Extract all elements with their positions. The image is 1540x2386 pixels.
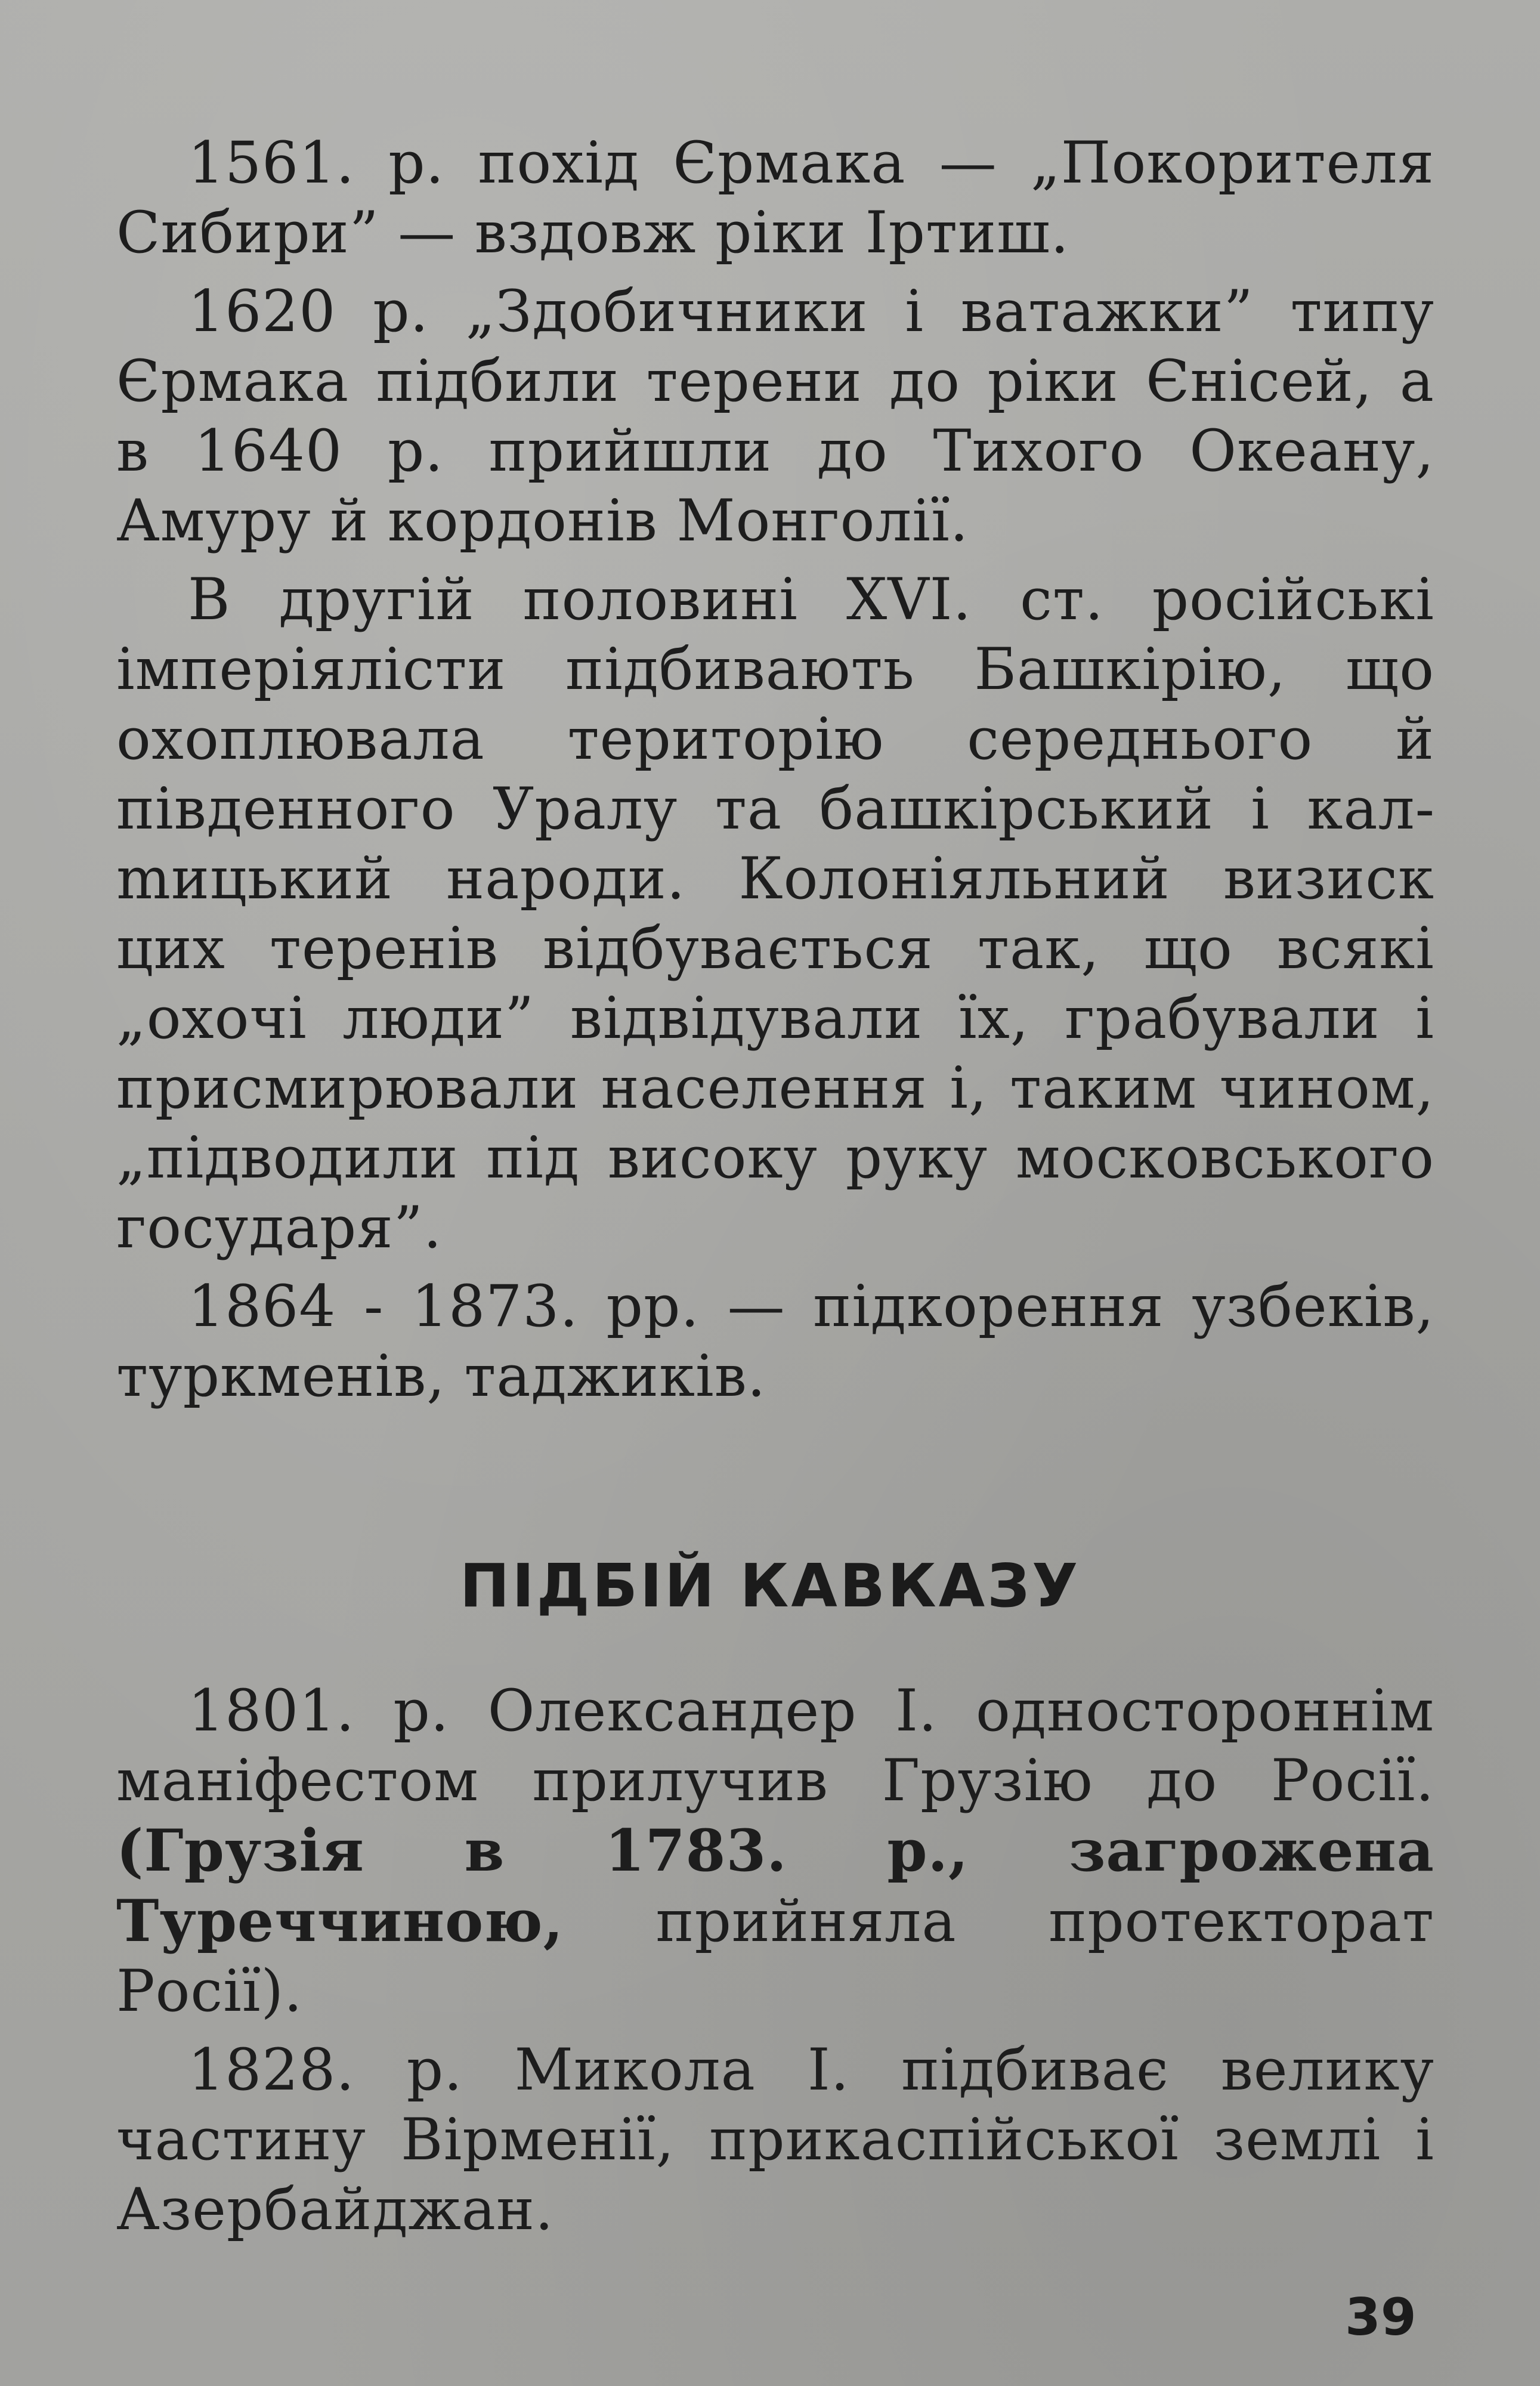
paragraph-georgia-bold-note: (Грузія в 1783. р., загрожена Туреччиною, [116, 1817, 1434, 1955]
text-block-top [116, 128, 1434, 1411]
section-heading: ПІДБІЙ КАВКАЗУ [459, 1551, 1081, 1621]
paragraph-yenisei-pacific: 1620 р. „Здобичники і ватажки” типу Єрмака підбили терени до ріки Єнісей, а в 1640 р. прийшли до Тихого Океану, Амуру й кордонів Монголії. [116, 278, 1434, 554]
paragraph-georgia [116, 1676, 1434, 2026]
paragraph-armenia-azerbaijan: 1828. р. Микола І. підбиває велику частину Вірменії, прикаспійської землі і Азербайджан. [116, 2036, 1434, 2243]
page-number: 39 [1345, 2288, 1417, 2347]
paragraph-central-asia: 1864 - 1873. рр. — підкорення узбеків, туркменів, таджиків. [116, 1273, 1434, 1410]
paragraph-georgia-rest: прийняла протекторат Росії). [116, 1888, 1434, 2025]
paragraph-georgia-text: 1801. р. Олександер І. одностороннім маніфестом прилучив Грузію до Росії. [116, 1677, 1434, 1814]
text-block-bottom [116, 1676, 1434, 2245]
paragraph-yermak-campaign: 1561. р. похід Єрмака — „Покорителя Сибири” — вздовж ріки Іртиш. [116, 129, 1434, 266]
paragraph-bashkiria: В другій половині XVI. ст. російські імперіялісти підбивають Башкірію, що охоплювала територію середнього й південного Уралу та башкірський і калmицький народи. Колоніяльний визиск цих теренів відбувається так, що всякі „охочі люди” відвідували їх, грабували і присмирювали населення і, таким чином, „підводили під високу руку московського государя”. [116, 566, 1434, 1261]
